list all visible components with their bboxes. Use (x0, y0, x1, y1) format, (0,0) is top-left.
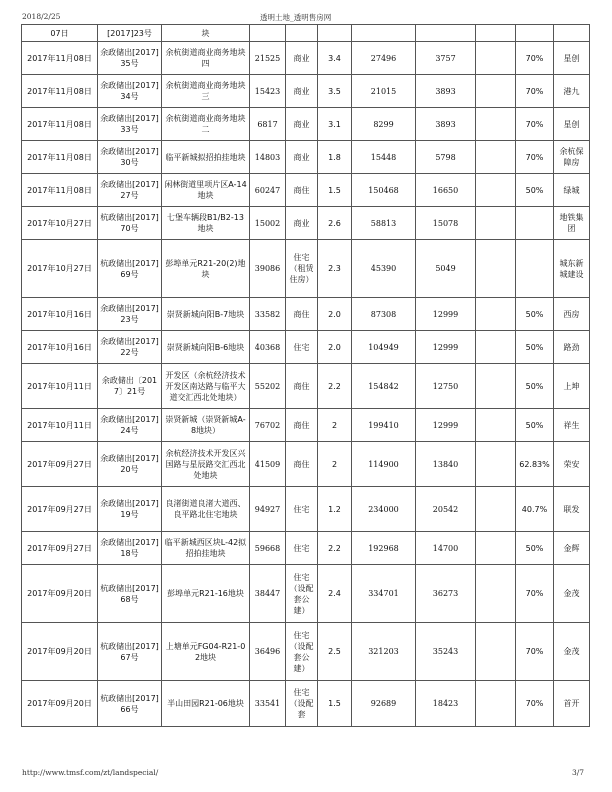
cell-area: 76702 (250, 409, 286, 442)
cell-buyer: 城东新城建设 (554, 240, 590, 298)
cell-name: 闲林街道里项片区A-14地块 (162, 174, 250, 207)
cell-code: 杭政储出[2017]67号 (98, 623, 162, 681)
table-row (22, 487, 590, 532)
cell-floor: 15078 (416, 207, 476, 240)
cell-use: 商住 (286, 442, 318, 487)
cell-floor: 12999 (416, 409, 476, 442)
cell-area: 38447 (250, 565, 286, 623)
cell-price: 154842 (352, 364, 416, 409)
cell-name: 开发区（余杭经济技术开发区南达路与临平大道交汇西北处地块） (162, 364, 250, 409)
cell-far: 3.4 (318, 42, 352, 75)
cell-far (318, 25, 352, 42)
cell-date: 2017年10月16日 (22, 298, 98, 331)
cell-use: 住宅 (286, 331, 318, 364)
cell-far: 1.5 (318, 174, 352, 207)
cell-far: 2 (318, 442, 352, 487)
table-row (22, 681, 590, 727)
cell-floor: 12999 (416, 298, 476, 331)
cell-buyer: 余杭保障房 (554, 141, 590, 174)
table-row (22, 75, 590, 108)
cell-name: 余杭街道商业商务地块三 (162, 75, 250, 108)
cell-far: 2.5 (318, 623, 352, 681)
cell-price: 199410 (352, 409, 416, 442)
cell-far: 2.3 (318, 240, 352, 298)
cell-price: 15448 (352, 141, 416, 174)
cell-price: 334701 (352, 565, 416, 623)
cell-name: 块 (162, 25, 250, 42)
cell-area: 6817 (250, 108, 286, 141)
cell-name: 良渚街道良渚大道西、良平路北住宅地块 (162, 487, 250, 532)
cell-date: 2017年10月16日 (22, 331, 98, 364)
cell-far: 2.4 (318, 565, 352, 623)
cell-use: 住宅（设配套公建） (286, 623, 318, 681)
cell-floor: 16650 (416, 174, 476, 207)
cell-floor (416, 25, 476, 42)
cell-far: 1.8 (318, 141, 352, 174)
cell-date: 2017年11月08日 (22, 108, 98, 141)
cell-buyer: 祥生 (554, 409, 590, 442)
cell-price: 87308 (352, 298, 416, 331)
header-title: 透明土地_透明售房网 (260, 13, 332, 22)
cell-price: 45390 (352, 240, 416, 298)
cell-use: 商业 (286, 108, 318, 141)
header-date: 2018/2/25 (22, 12, 61, 21)
cell-far: 2.6 (318, 207, 352, 240)
cell-ratio: 40.7% (516, 487, 554, 532)
cell-code: 余政储出[2017]19号 (98, 487, 162, 532)
cell-area: 41509 (250, 442, 286, 487)
cell-empty (476, 681, 516, 727)
cell-date: 2017年09月20日 (22, 565, 98, 623)
footer-url: http://www.tmsf.com/zt/landspecial/ (22, 768, 159, 777)
cell-far: 2 (318, 409, 352, 442)
cell-use: 住宅（设配套 (286, 681, 318, 727)
cell-price: 21015 (352, 75, 416, 108)
cell-code: 余政储出[2017]18号 (98, 532, 162, 565)
cell-buyer: 地铁集团 (554, 207, 590, 240)
table-row (22, 174, 590, 207)
table-row (22, 409, 590, 442)
table-row (22, 565, 590, 623)
cell-ratio: 70% (516, 681, 554, 727)
cell-area: 60247 (250, 174, 286, 207)
cell-area: 21525 (250, 42, 286, 75)
table-row (22, 331, 590, 364)
cell-floor: 36273 (416, 565, 476, 623)
cell-buyer: 绿城 (554, 174, 590, 207)
cell-use: 住宅（租赁住房） (286, 240, 318, 298)
cell-date: 2017年10月11日 (22, 364, 98, 409)
cell-floor: 5049 (416, 240, 476, 298)
cell-use: 住宅（设配套公建） (286, 565, 318, 623)
table-row (22, 442, 590, 487)
cell-name: 崇贤新城向阳B-6地块 (162, 331, 250, 364)
table-row (22, 42, 590, 75)
cell-area: 33582 (250, 298, 286, 331)
cell-area: 15423 (250, 75, 286, 108)
cell-code: 余政储出[2017]33号 (98, 108, 162, 141)
cell-empty (476, 409, 516, 442)
cell-area: 33541 (250, 681, 286, 727)
cell-code: 余政储出[2017]22号 (98, 331, 162, 364)
cell-code: 余政储出[2017]20号 (98, 442, 162, 487)
cell-code: 杭政储出[2017]68号 (98, 565, 162, 623)
cell-floor: 3893 (416, 108, 476, 141)
cell-use (286, 25, 318, 42)
cell-ratio: 50% (516, 409, 554, 442)
cell-empty (476, 174, 516, 207)
cell-date: 2017年11月08日 (22, 174, 98, 207)
cell-ratio: 50% (516, 298, 554, 331)
cell-price: 192968 (352, 532, 416, 565)
cell-buyer (554, 25, 590, 42)
cell-buyer: 首开 (554, 681, 590, 727)
cell-ratio (516, 207, 554, 240)
cell-name: 彭埠单元R21-16地块 (162, 565, 250, 623)
cell-ratio: 62.83% (516, 442, 554, 487)
cell-area: 36496 (250, 623, 286, 681)
cell-use: 商业 (286, 207, 318, 240)
table-row (22, 623, 590, 681)
cell-empty (476, 364, 516, 409)
cell-buyer: 西房 (554, 298, 590, 331)
cell-name: 余杭街道商业商务地块二 (162, 108, 250, 141)
cell-area: 55202 (250, 364, 286, 409)
cell-far: 1.2 (318, 487, 352, 532)
cell-empty (476, 298, 516, 331)
cell-price: 114900 (352, 442, 416, 487)
cell-price: 104949 (352, 331, 416, 364)
cell-buyer: 港九 (554, 75, 590, 108)
cell-floor: 3893 (416, 75, 476, 108)
cell-floor: 12750 (416, 364, 476, 409)
cell-price: 27496 (352, 42, 416, 75)
cell-name: 崇贤新城（崇贤新城A-8地块） (162, 409, 250, 442)
cell-ratio: 70% (516, 141, 554, 174)
cell-use: 商业 (286, 75, 318, 108)
cell-buyer: 金茂 (554, 565, 590, 623)
cell-code: 杭政储出[2017]69号 (98, 240, 162, 298)
cell-floor: 14700 (416, 532, 476, 565)
cell-date: 2017年10月27日 (22, 240, 98, 298)
cell-date: 2017年09月20日 (22, 681, 98, 727)
cell-ratio (516, 25, 554, 42)
cell-use: 商业 (286, 42, 318, 75)
cell-price: 8299 (352, 108, 416, 141)
cell-far: 1.5 (318, 681, 352, 727)
table-row (22, 364, 590, 409)
cell-far: 2.2 (318, 364, 352, 409)
cell-date: 2017年09月20日 (22, 623, 98, 681)
cell-use: 商住 (286, 364, 318, 409)
cell-floor: 3757 (416, 42, 476, 75)
cell-code: 杭政储出[2017]66号 (98, 681, 162, 727)
cell-empty (476, 141, 516, 174)
cell-code: 余政储出[2017]30号 (98, 141, 162, 174)
cell-code: 余政储出[2017]34号 (98, 75, 162, 108)
cell-date: 2017年09月27日 (22, 532, 98, 565)
cell-buyer: 金茂 (554, 623, 590, 681)
cell-far: 3.5 (318, 75, 352, 108)
cell-area (250, 25, 286, 42)
cell-price: 58813 (352, 207, 416, 240)
cell-empty (476, 532, 516, 565)
cell-name: 崇贤新城向阳B-7地块 (162, 298, 250, 331)
cell-empty (476, 240, 516, 298)
cell-far: 2.0 (318, 331, 352, 364)
cell-area: 14803 (250, 141, 286, 174)
cell-use: 住宅 (286, 532, 318, 565)
cell-area: 59668 (250, 532, 286, 565)
cell-ratio: 50% (516, 331, 554, 364)
cell-floor: 35243 (416, 623, 476, 681)
cell-date: 07日 (22, 25, 98, 42)
table-row (22, 25, 590, 42)
cell-price (352, 25, 416, 42)
cell-ratio: 50% (516, 532, 554, 565)
cell-empty (476, 565, 516, 623)
cell-floor: 13840 (416, 442, 476, 487)
land-transaction-table (21, 24, 590, 727)
cell-area: 94927 (250, 487, 286, 532)
cell-date: 2017年09月27日 (22, 487, 98, 532)
table-row (22, 240, 590, 298)
cell-empty (476, 623, 516, 681)
cell-buyer: 金辉 (554, 532, 590, 565)
cell-name: 临平新城拟招拍挂地块 (162, 141, 250, 174)
table-row (22, 207, 590, 240)
cell-buyer: 联发 (554, 487, 590, 532)
table-row (22, 108, 590, 141)
cell-date: 2017年09月27日 (22, 442, 98, 487)
table-row (22, 141, 590, 174)
cell-use: 商业 (286, 141, 318, 174)
cell-name: 余杭经济技术开发区兴国路与星辰路交汇西北处地块 (162, 442, 250, 487)
cell-use: 商住 (286, 409, 318, 442)
cell-buyer: 星创 (554, 42, 590, 75)
cell-date: 2017年11月08日 (22, 42, 98, 75)
cell-empty (476, 331, 516, 364)
cell-name: 临平新城西区块L-42拟招拍挂地块 (162, 532, 250, 565)
cell-far: 3.1 (318, 108, 352, 141)
cell-empty (476, 75, 516, 108)
cell-ratio: 70% (516, 565, 554, 623)
cell-date: 2017年10月27日 (22, 207, 98, 240)
cell-name: 余杭街道商业商务地块四 (162, 42, 250, 75)
table-row (22, 298, 590, 331)
cell-name: 七堡车辆段B1/B2-13地块 (162, 207, 250, 240)
cell-ratio: 70% (516, 108, 554, 141)
cell-buyer: 路劲 (554, 331, 590, 364)
cell-area: 15002 (250, 207, 286, 240)
footer-page: 3/7 (572, 768, 585, 777)
cell-area: 39086 (250, 240, 286, 298)
cell-ratio: 70% (516, 75, 554, 108)
cell-use: 商住 (286, 174, 318, 207)
cell-code: 余政储出〔2017〕21号 (98, 364, 162, 409)
cell-date: 2017年10月11日 (22, 409, 98, 442)
cell-ratio: 70% (516, 623, 554, 681)
cell-price: 321203 (352, 623, 416, 681)
cell-price: 234000 (352, 487, 416, 532)
cell-empty (476, 108, 516, 141)
cell-buyer: 荣安 (554, 442, 590, 487)
cell-buyer: 上坤 (554, 364, 590, 409)
cell-name: 上塘单元FG04-R21-02地块 (162, 623, 250, 681)
cell-far: 2.0 (318, 298, 352, 331)
table-row (22, 532, 590, 565)
cell-use: 住宅 (286, 487, 318, 532)
cell-floor: 18423 (416, 681, 476, 727)
cell-floor: 12999 (416, 331, 476, 364)
cell-buyer: 星创 (554, 108, 590, 141)
cell-date: 2017年11月08日 (22, 141, 98, 174)
cell-code: [2017]23号 (98, 25, 162, 42)
cell-price: 92689 (352, 681, 416, 727)
cell-area: 40368 (250, 331, 286, 364)
cell-code: 杭政储出[2017]70号 (98, 207, 162, 240)
cell-empty (476, 42, 516, 75)
cell-code: 余政储出[2017]24号 (98, 409, 162, 442)
cell-empty (476, 25, 516, 42)
cell-code: 余政储出[2017]35号 (98, 42, 162, 75)
cell-floor: 5798 (416, 141, 476, 174)
cell-ratio (516, 240, 554, 298)
cell-code: 余政储出[2017]23号 (98, 298, 162, 331)
cell-name: 彭埠单元R21-20(2)地块 (162, 240, 250, 298)
cell-ratio: 50% (516, 174, 554, 207)
cell-price: 150468 (352, 174, 416, 207)
cell-use: 商住 (286, 298, 318, 331)
cell-date: 2017年11月08日 (22, 75, 98, 108)
cell-name: 半山田园R21-06地块 (162, 681, 250, 727)
cell-empty (476, 207, 516, 240)
cell-ratio: 50% (516, 364, 554, 409)
cell-code: 余政储出[2017]27号 (98, 174, 162, 207)
cell-floor: 20542 (416, 487, 476, 532)
cell-far: 2.2 (318, 532, 352, 565)
cell-empty (476, 487, 516, 532)
cell-empty (476, 442, 516, 487)
cell-ratio: 70% (516, 42, 554, 75)
